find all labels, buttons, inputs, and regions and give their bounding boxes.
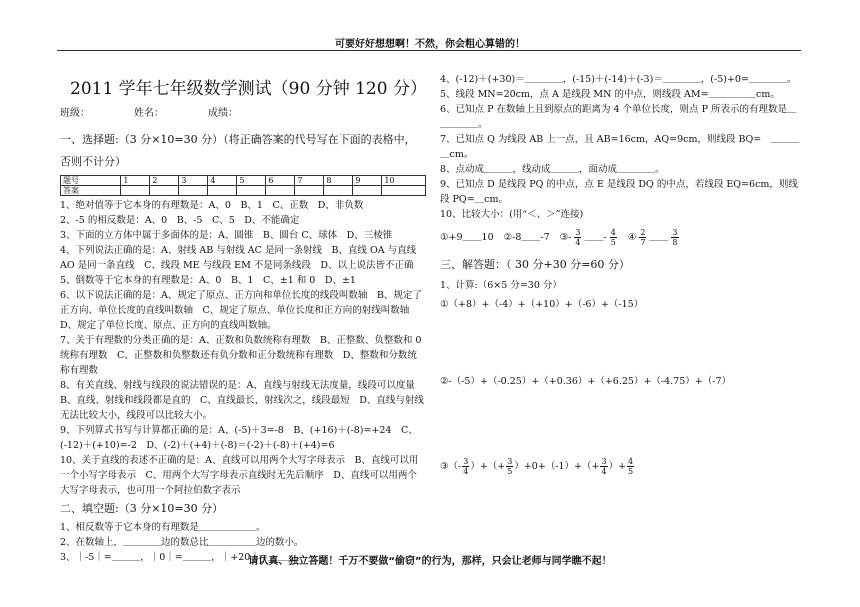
denominator: 8 bbox=[672, 238, 678, 247]
denominator: 4 bbox=[463, 467, 469, 476]
choice-question-10: 10、关于直线的表述不正确的是：A、直线可以用两个大写字母表示 B、直线可以用一个小写字母表示 C、用两个大写字母表示直线时无先后顺序 D、直线可以用两个大写字母表示，也可用一个阿拉伯数字表示 bbox=[60, 455, 419, 496]
denominator: 4 bbox=[575, 238, 581, 247]
answer-table-header-row bbox=[61, 176, 426, 186]
answer-cell[interactable] bbox=[353, 186, 382, 196]
calc3-mid3: ）+ bbox=[608, 461, 627, 472]
fill-question-7: 7、已知点 Q 为线段 AB 上一点，且 AB=16cm，AQ=9cm，则线段 BQ= ＿＿＿＿cm。 bbox=[440, 134, 800, 160]
choice-question-3: 3、下面的立方体中属于多面体的是：A、圆锥 B、圆台 C、球体 D、三棱锥 bbox=[60, 230, 393, 241]
denominator: 7 bbox=[640, 238, 646, 247]
section2-heading: 二、填空题:（3 分×10=30 分） bbox=[60, 502, 224, 515]
answer-cell[interactable] bbox=[295, 186, 324, 196]
fraction bbox=[627, 457, 634, 476]
calc-problem-1: ①（+8）+（-4）+（+10）+（-6）+（-15） bbox=[440, 299, 644, 310]
fill-question-6: 6、已知点 P 在数轴上且到原点的距离为 4 个单位长度，则点 P 所表示的有理数是＿＿＿＿＿。 bbox=[440, 104, 797, 130]
fraction bbox=[671, 228, 678, 247]
table-header-cell: 5 bbox=[237, 176, 266, 186]
table-header-cell: 题号 bbox=[61, 176, 121, 186]
compare-3-label: ③- bbox=[559, 232, 572, 243]
compare-2: ②-8＿＿-7 bbox=[503, 232, 550, 243]
choice-question-7: 7、关于有理数的分类正确的是：A、正数和负数统称有理数 B、正整数、负整数和 0 统称有理数 C、正整数和负整数还有负分数和正分数统称有理数 D、整数和分数统称有理数 bbox=[60, 335, 422, 376]
compare-1: ①+9＿＿10 bbox=[440, 232, 494, 243]
table-header-cell: 4 bbox=[208, 176, 237, 186]
answer-label-cell: 答案 bbox=[61, 186, 121, 196]
denominator: 4 bbox=[601, 467, 607, 476]
fill-question-2: 2、在数轴上，＿＿＿＿边的数总比＿＿＿＿＿边的数小。 bbox=[60, 537, 304, 548]
fill-question-4: 4、(-12)＋(+30)＝＿＿＿＿，(-15)＋(-14)＋(-3)＝＿＿＿＿，(-5)+0=＿＿＿＿。 bbox=[440, 74, 797, 85]
answer-cell[interactable] bbox=[208, 186, 237, 196]
compare-4-label: ④ bbox=[627, 232, 637, 243]
denominator: 5 bbox=[610, 238, 616, 247]
fraction bbox=[639, 228, 646, 247]
answer-cell[interactable] bbox=[237, 186, 266, 196]
footer-note: 请认真、独立答题！千万不要做“偷窃”的行为，那样，只会让老师与同学瞧不起！ bbox=[248, 556, 612, 567]
answer-table bbox=[60, 175, 426, 196]
denominator: 5 bbox=[507, 467, 513, 476]
answer-cell[interactable] bbox=[266, 186, 295, 196]
answer-cell[interactable] bbox=[179, 186, 208, 196]
fill-question-9: 9、已知点 D 是线段 PQ 的中点，点 E 是线段 DQ 的中点，若线段 EQ=6cm，则线段 PQ=＿cm。 bbox=[440, 179, 798, 205]
denominator: 5 bbox=[628, 467, 634, 476]
compare-4 bbox=[628, 228, 680, 247]
compare-row bbox=[440, 228, 805, 247]
answer-cell[interactable] bbox=[382, 186, 426, 196]
right-column bbox=[440, 72, 805, 476]
fraction bbox=[610, 228, 617, 247]
numerator: 3 bbox=[507, 457, 513, 466]
table-header-cell: 9 bbox=[353, 176, 382, 186]
answer-cell[interactable] bbox=[121, 186, 150, 196]
section3-heading: 三、解答题：（ 30 分+30 分=60 分） bbox=[440, 258, 630, 271]
calc3-mid1: ）+（+ bbox=[470, 461, 506, 472]
score-label: 成绩： bbox=[208, 108, 238, 119]
calc-subheading: 1、计算:（6×5 分=30 分） bbox=[440, 280, 562, 291]
compare-4-blank: ＿＿ bbox=[649, 232, 669, 243]
choice-question-2: 2、-5 的相反数是：A、0 B、-5 C、5 D、不能确定 bbox=[60, 215, 300, 226]
answer-cell[interactable] bbox=[150, 186, 179, 196]
numerator: 3 bbox=[575, 228, 581, 237]
choice-question-9: 9、下列算式书写与计算都正确的是：A、(-5)＋3=-8 B、(+16)＋(-8)=+24 C、(-12)＋(+10)=-2 D、(-2)＋(+4)＋(-8)＝(-2)＋(-8)＋(+4)=6 bbox=[60, 425, 418, 451]
table-header-cell: 8 bbox=[324, 176, 353, 186]
fill-question-1: 1、相反数等于它本身的有理数是＿＿＿＿＿＿。 bbox=[60, 522, 266, 533]
calc3-prefix: ③（- bbox=[440, 461, 462, 472]
fraction bbox=[600, 457, 607, 476]
table-header-cell: 6 bbox=[266, 176, 295, 186]
fraction bbox=[506, 457, 513, 476]
table-header-cell: 3 bbox=[179, 176, 208, 186]
numerator: 4 bbox=[610, 228, 616, 237]
numerator: 3 bbox=[672, 228, 678, 237]
fraction bbox=[462, 457, 469, 476]
table-header-cell: 1 bbox=[121, 176, 150, 186]
compare-3 bbox=[560, 228, 618, 247]
numerator: 2 bbox=[640, 228, 646, 237]
fraction bbox=[574, 228, 581, 247]
table-header-cell: 2 bbox=[150, 176, 179, 186]
fill-question-3: 3、｜-5｜=＿＿＿，｜0｜=＿＿＿，｜+20｜=＿＿＿。 bbox=[60, 552, 306, 563]
calc-problem-2: ②-（-5）+（-0.25）+（+0.36）+（+6.25）+（-4.75）+（-7） bbox=[440, 376, 731, 387]
section1-heading: 一、选择题:（3 分×10=30 分）（将正确答案的代号写在下面的表格中，否则不计分） bbox=[60, 133, 416, 168]
answer-table-answer-row bbox=[61, 186, 426, 196]
fill-question-8: 8、点动成＿＿＿，线动成＿＿＿，面动成＿＿＿＿。 bbox=[440, 164, 665, 175]
fill-question-10: 10、比较大小：(用“＜、＞”连接) bbox=[440, 209, 584, 220]
calc-problem-3 bbox=[440, 457, 805, 476]
student-info bbox=[60, 106, 426, 121]
numerator: 4 bbox=[628, 457, 634, 466]
choice-question-1: 1、绝对值等于它本身的有理数是：A、0 B、1 C、正数 D、非负数 bbox=[60, 200, 364, 211]
name-label: 姓名： bbox=[134, 108, 164, 119]
calc3-mid2: ）+0+（-1）+（+ bbox=[514, 461, 600, 472]
class-label: 班级： bbox=[60, 108, 90, 119]
header-banner: 可要好好想想啊！不然，你会粗心算错的！ bbox=[335, 39, 525, 50]
left-column bbox=[60, 78, 426, 565]
table-header-cell: 7 bbox=[295, 176, 324, 186]
numerator: 3 bbox=[463, 457, 469, 466]
choice-question-6: 6、以下说法正确的是：A、规定了原点、正方向和单位长度的线段叫数轴 B、规定了正方向、单位长度的直线叫数轴 C、规定了原点、单位长度和正方向的射线叫数轴 D、规定了单位长度、原点、正方向的直线叫数轴。 bbox=[60, 290, 422, 331]
exam-title: 2011 学年七年级数学测试（90 分钟 120 分） bbox=[70, 79, 427, 99]
fill-question-5: 5、线段 MN=20cm，点 A 是线段 MN 的中点，则线段 AM=＿＿＿＿＿cm。 bbox=[440, 89, 780, 100]
choice-question-5: 5、倒数等于它本身的有理数是：A、0 B、1 C、±1 和 0 D、±1 bbox=[60, 275, 356, 286]
compare-3-blank: ＿＿- bbox=[584, 232, 607, 243]
choice-question-4: 4、下列说法正确的是：A、射线 AB 与射线 AC 是同一条射线 B、直线 OA 与直线 AO 是同一条直线 C、线段 ME 与线段 EM 不是同条线段 D、以上说法皆不正确 bbox=[60, 245, 417, 271]
choice-question-8: 8、有关直线、射线与线段的说法错误的是：A、直线与射线无法度量，线段可以度量 B、直线、射线和线段都是直的 C、直线最长，射线次之，线段最短 D、直线与射线无法比较大小，线段可以比较大小。 bbox=[60, 380, 425, 421]
table-header-cell: 10 bbox=[382, 176, 426, 186]
numerator: 3 bbox=[601, 457, 607, 466]
header-divider bbox=[57, 50, 801, 51]
answer-cell[interactable] bbox=[324, 186, 353, 196]
